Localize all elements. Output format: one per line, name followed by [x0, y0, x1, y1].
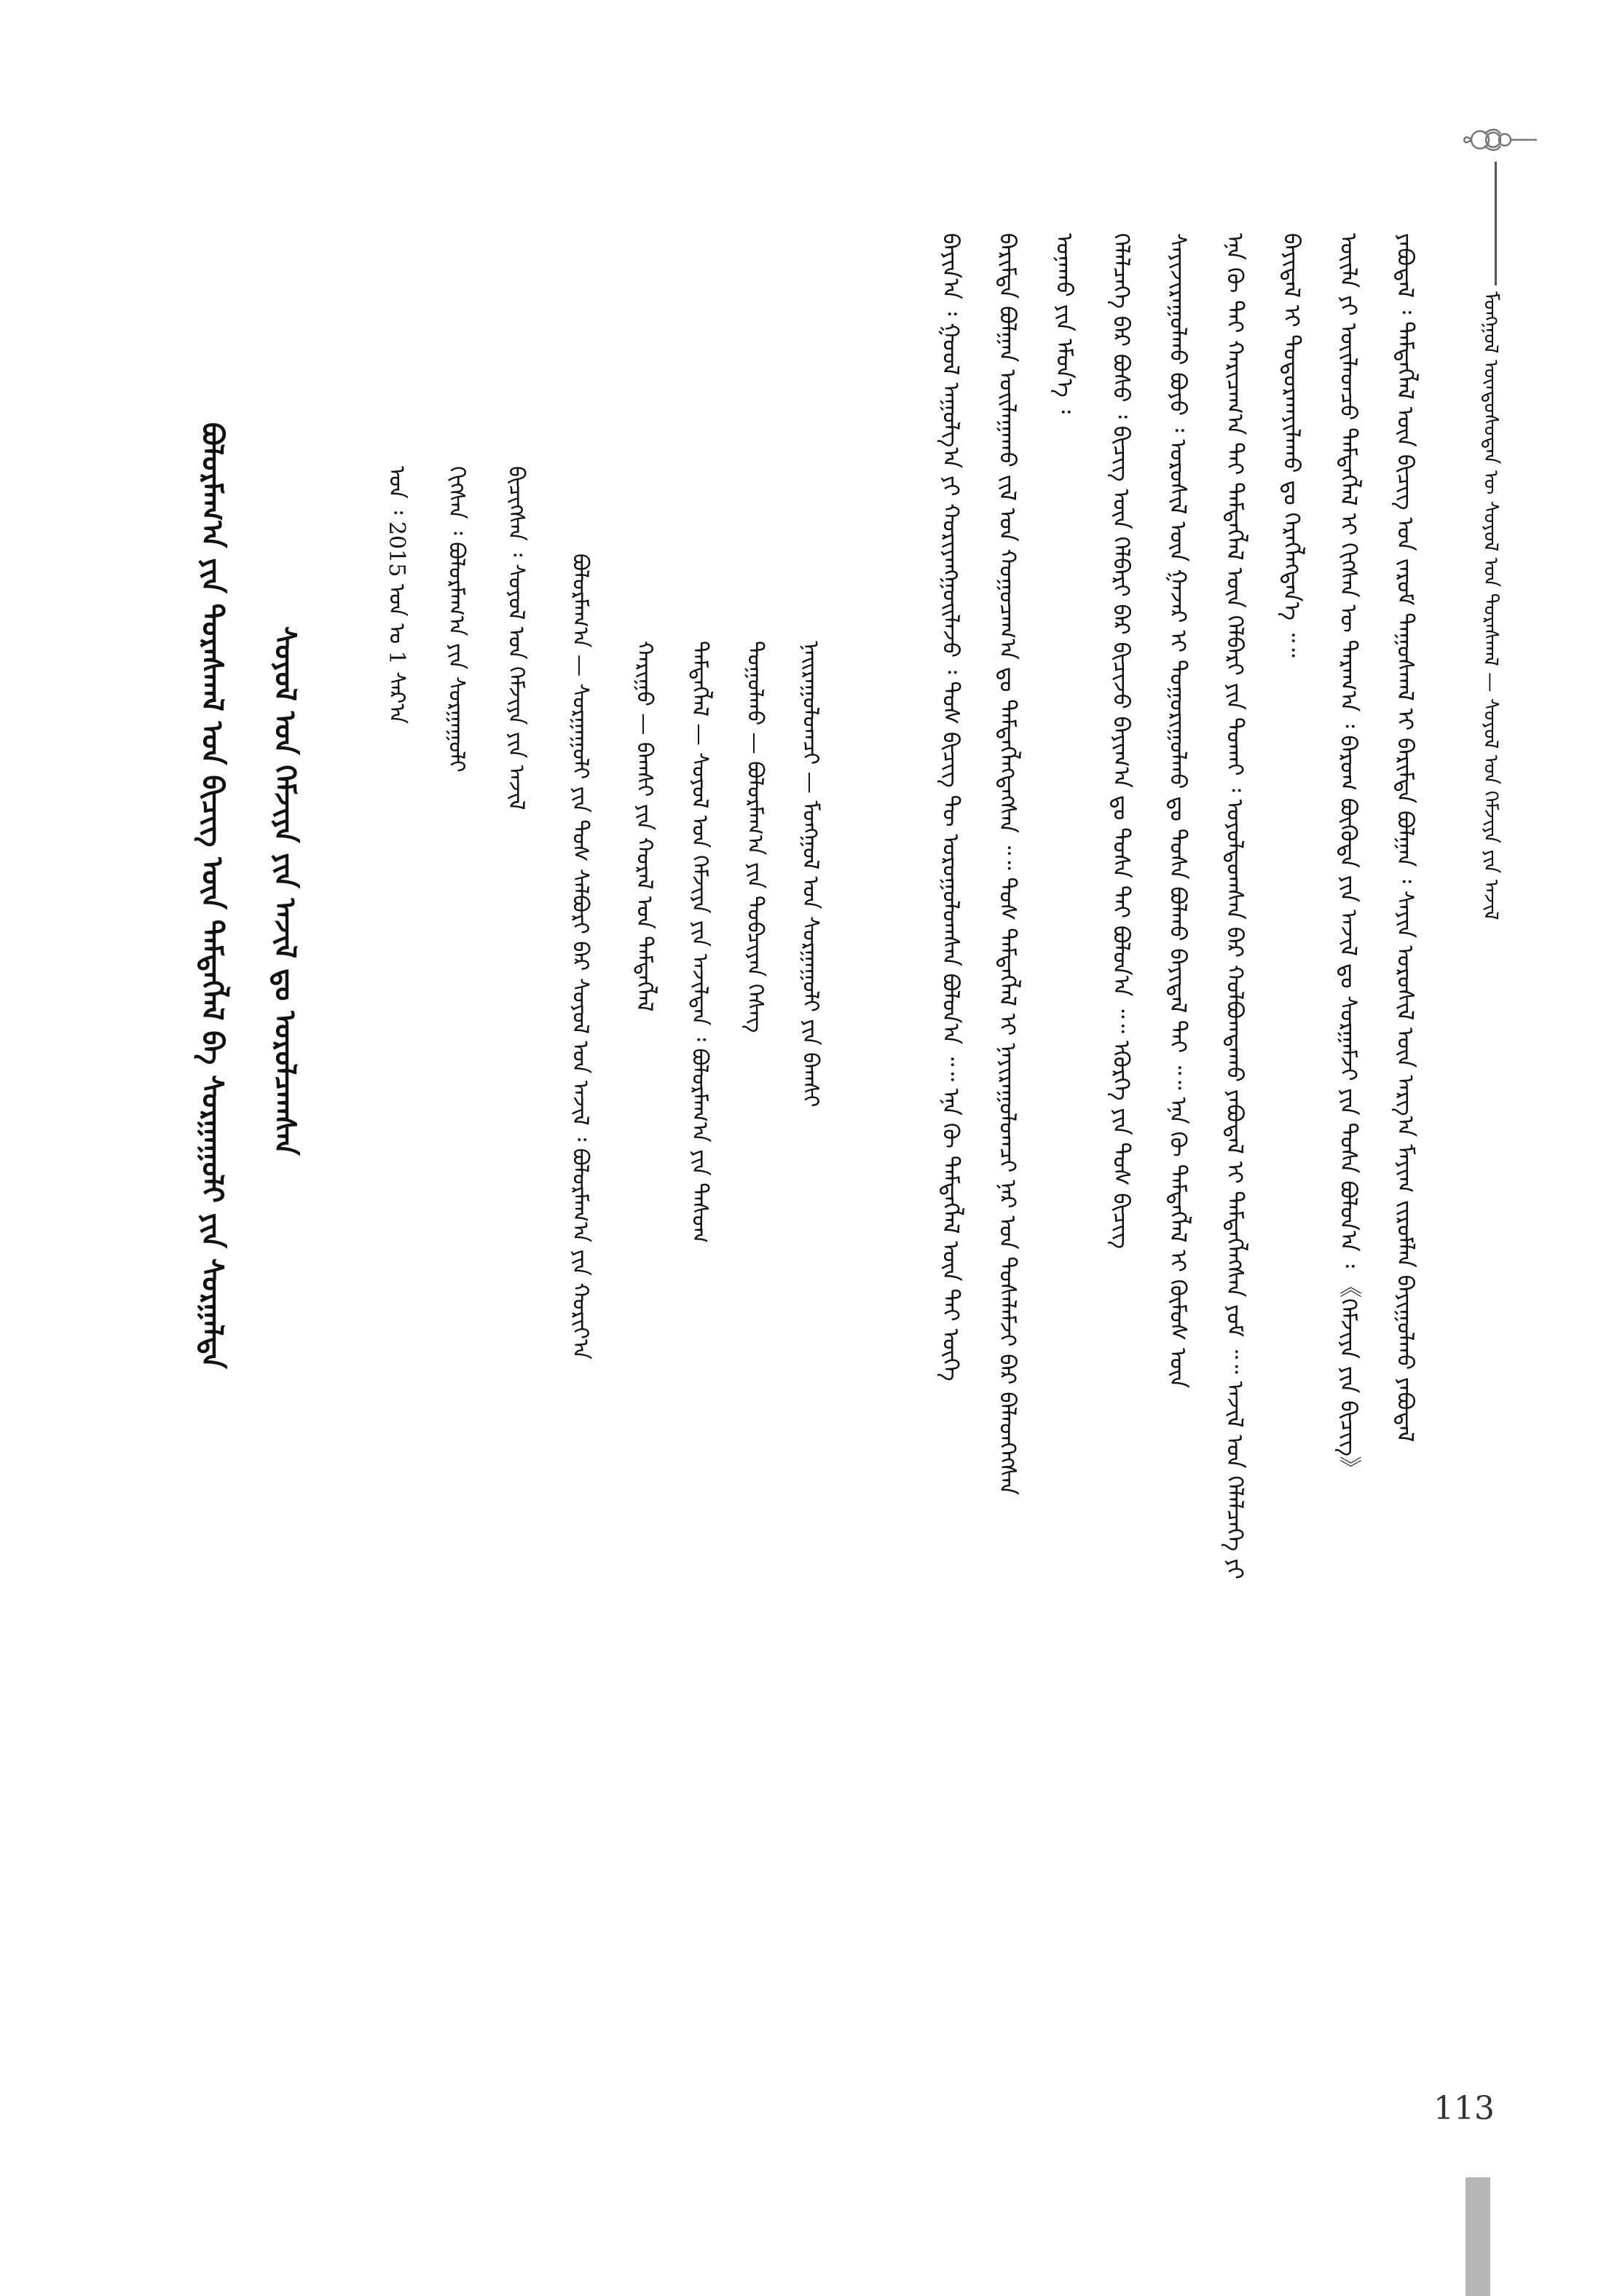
section-title: ᠰᠣᠶᠣᠯ ᠤᠨ ᠬᠡᠮᠵᠢᠶᠡ ᠶᠢᠨ ᠠᠵᠢᠯ ᠳᠤ ᠣᠷᠣᠯᠴᠠᠭᠰᠠᠨ [268, 626, 302, 1156]
section-title: ᠪᠤᠯᠤᠷᠮᠠᠭ᠎ᠠ ᠶᠢᠨ ᠳᠤᠷᠠᠰᠬᠠᠯ ᠤᠨ ᠪᠢᠴᠢᠭ ᠦᠨ ᠲᠡᠮᠳᠡᠭᠯᠡᠯ ᠪᠠ ᠰᠤᠷᠭᠠᠭᠤᠯᠢ ᠶᠢᠨ ᠰᠤᠷᠭᠠᠯᠲᠠ [195, 422, 229, 1369]
page-number: 113 [1433, 2090, 1495, 2127]
running-head: ᠮᠣᠩᠭᠣᠯ ᠦᠨᠳᠦᠰᠦᠲᠡᠨ ᠦ ᠰᠣᠶᠣᠯ ᠤᠨ ᠳᠤᠷᠠᠰᠬᠠᠯ — ᠰᠣᠶᠣᠯ ᠤᠨ ᠬᠡᠮᠵᠢᠶᠡ ᠶᠢᠨ ᠠᠵᠢᠯ [1479, 291, 1502, 920]
body-line: ᠰᠠᠶᠢᠵᠢᠷᠠᠭᠤᠯᠬᠤ ᠪᠤᠶᠤ ᠄ ᠤᠷᠤᠰᠢᠯ ᠦᠨ ᠭᠠᠵᠠᠷ ᠢ ᠲᠤᠭᠤᠷᠢᠭᠤᠯᠬᠤ ᠳᠤ ᠲᠤᠰᠠ ᠪᠣᠯᠬᠤ ᠪᠠᠶᠢᠳᠠᠯ ᠲᠠᠢ ᠃᠃ ᠡᠨᠡ ᠬᠦ ᠲᠡᠮᠳᠡᠭᠯᠡᠯ ᠢ ᠬᠦᠮᠦᠰ ᠦᠨ [1165, 233, 1191, 1389]
credit-line: ᠬᠠᠷᠢᠭᠤ — ᠪᠠᠭᠰᠢ ᠶᠢᠨ ᠬᠤᠷᠠᠯ ᠤᠨ ᠲᠡᠮᠳᠡᠭᠯᠡᠯ [632, 641, 657, 1012]
header-ornament [1455, 118, 1543, 162]
credit-line: ᠬᠢᠭᠰᠡᠨ ᠄ ᠪᠤᠯᠤᠷᠮᠠᠭ᠎ᠠ ᠶᠢᠨ ᠰᠤᠷᠭᠠᠭᠤᠯᠢ [444, 466, 469, 773]
credit-line: ᠲᠡᠮᠳᠡᠭᠯᠡᠯ — ᠰᠣᠶᠣᠯ ᠤᠨ ᠬᠡᠮᠵᠢᠶᠡ ᠶᠢᠨ ᠠᠵᠢᠯᠲᠠᠨ ᠄ ᠪᠤᠯᠤᠷᠮᠠᠭ᠎ᠠ ᠶᠢᠨ ᠲᠠᠰᠤᠭ [687, 641, 712, 1244]
header-rule [1495, 162, 1497, 285]
body-line: ᠬᠡᠯᠡᠯᠴᠡᠭᠡ ᠪᠠᠷ ᠪᠤᠰᠤ ᠄ ᠪᠢᠴᠢᠭ ᠦᠨ ᠬᠡᠯᠪᠡᠷᠢ ᠪᠡᠷ ᠪᠢᠴᠢᠵᠦ ᠪᠠᠶᠢᠭ᠎ᠠ ᠳᠤ ᠲᠤᠰᠠ ᠲᠠᠢ ᠪᠣᠯᠤᠨ᠎ᠠ ᠃᠃ ᠡᠭᠦᠷᠭᠡ ᠶᠢᠨ ᠲᠤᠰ ᠪᠢᠴᠢᠭ [1108, 233, 1134, 1250]
page-edge-tab [1465, 2177, 1490, 2296]
body-line: ᠪᠠᠶᠢᠳᠠᠯ ᠢ ᠲᠣᠳᠤᠷᠬᠠᠶᠢᠯᠠᠬᠤ ᠳᠤ ᠬᠡᠷᠡᠭᠯᠡᠭᠳᠡᠨ᠎ᠡ ᠃᠃ [1278, 233, 1305, 658]
credit-line: ᠣᠨ ᠄ 2015 ᠣᠨ ᠤ 1 ᠰᠠᠷ᠎ᠠ [384, 466, 409, 725]
body-line: ᠦᠢᠯᠡ ᠶᠢ ᠦᠢᠯᠡᠳᠴᠦ ᠲᠡᠮᠳᠡᠭᠯᠡᠯ ᠢ ᠬᠢᠭᠰᠡᠨ ᠦ ᠳᠠᠷᠠᠭ᠎ᠠ ᠄ ᠪᠠᠷᠤᠭ ᠪᠦᠭᠦᠳᠡ ᠶᠢᠨ ᠠᠵᠢᠯ ᠳᠤ ᠰᠤᠷᠭᠠᠮᠵᠢ ᠶᠢᠨ ᠲᠤᠰᠠ ᠪᠣᠯᠤᠨ᠎ᠠ ᠄ 《ᠬᠡᠮᠵᠢᠶᠡ ᠶᠢᠨ ᠪᠢᠴᠢᠭ》 [1335, 233, 1361, 1480]
body-line: ᠶᠠᠪᠤᠳᠠᠯ ᠄ ᠲᠡᠮᠳᠡᠭᠯᠡᠯ ᠦᠨ ᠪᠢᠴᠢᠭ ᠤᠨ ᠵᠠᠷᠤᠮ ᠳᠠᠭᠤᠰᠬᠠᠯ ᠢ ᠪᠠᠷᠢᠮᠲᠠ ᠪᠤᠯᠭᠠᠨ ᠄ ᠰᠠᠶᠢᠨ ᠤᠷᠤᠰᠢᠯ ᠦᠨ ᠠᠷᠭ᠎ᠠ ᠮᠠᠶᠢᠭ ᠵᠢᠷᠤᠮᠯᠠᠨ ᠪᠠᠶᠢᠭᠤᠯᠬᠤ ᠶᠠᠪᠤᠳᠠᠯ [1392, 233, 1418, 1443]
body-line: ᠡᠨᠡ ᠬᠦ ᠲᠠᠢ ᠬᠠᠷᠢᠴᠠᠭ᠎ᠠ ᠲᠠᠢ ᠲᠡᠮᠳᠡᠭᠯᠡᠯ ᠦᠨ ᠬᠡᠯᠪᠡᠷᠢ ᠶᠢᠨ ᠲᠤᠬᠠᠢ ᠄ ᠤᠶᠤᠯᠳᠤᠭᠰᠠᠨ ᠪᠠᠷ ᠬᠣᠯᠪᠣᠭᠳᠠᠬᠤ ᠶᠠᠪᠤᠳᠠᠯ ᠢ ᠲᠡᠮᠳᠡᠭᠯᠡᠭᠰᠡᠨ ᠶᠤᠮ ᠃᠃ ᠠᠵᠢᠯ ᠤᠨ ᠬᠡᠯᠡᠯᠴᠡᠭᠡ ᠶᠢ [1221, 233, 1248, 1579]
credit-line: ᠪᠢᠴᠢᠭᠰᠡᠨ ᠄ ᠰᠣᠶᠣᠯ ᠤᠨ ᠬᠡᠮᠵᠢᠶᠡ ᠶᠢᠨ ᠠᠵᠢᠯ [503, 466, 529, 810]
credit-line: ᠨᠠᠢᠷᠠᠭᠤᠯᠤᠭᠴᠢ — ᠮᠣᠩᠭᠣᠯ ᠤᠨ ᠰᠤᠷᠭᠠᠭᠤᠯᠢ ᠶᠢᠨ ᠪᠠᠭᠰᠢ [798, 641, 823, 1108]
body-line: ᠪᠠᠷᠢᠮᠲᠠ ᠪᠤᠯᠭᠠᠨ ᠣᠢᠯᠠᠭᠠᠬᠤ ᠵᠢᠯ ᠤᠨ ᠬᠤᠭᠤᠴᠠᠭ᠎ᠠ ᠳᠤ ᠲᠡᠮᠳᠡᠭᠯᠡᠭᠳᠡᠭᠰᠡᠨ ᠃᠃ ᠲᠤᠰ ᠲᠡᠮᠳᠡᠭᠯᠡᠯ ᠢ ᠨᠠᠶᠢᠷᠠᠭᠤᠯᠤᠭᠴᠢ ᠨᠠᠷ ᠤᠨ ᠲᠤᠰᠠᠯᠠᠮᠵᠢ ᠪᠡᠷ ᠪᠡᠯᠡᠳᠬᠡᠭᠰᠡᠨ [994, 233, 1020, 1496]
credit-line: ᠳᠤᠭᠤᠯᠬᠤ — ᠪᠤᠯᠤᠷᠮᠠᠭ᠎ᠠ ᠶᠢᠨ ᠲᠣᠪᠴᠢᠶᠠᠨ ᠬᠡᠰᠡᠭ [742, 641, 768, 1033]
credit-line: ᠪᠤᠯᠤᠷᠮᠠᠭ᠎ᠠ — ᠰᠤᠷᠭᠠᠭᠤᠯᠢ ᠶᠢᠨ ᠲᠤᠰ ᠰᠠᠯᠪᠤᠷᠢ ᠪᠡᠷ ᠰᠣᠶᠣᠯ ᠤᠨ ᠠᠵᠢᠯ ᠄ ᠪᠤᠯᠤᠷᠮᠠᠭ᠎ᠠ ᠶᠢᠨ ᠬᠣᠷᠢᠶ᠎ᠠ [567, 553, 593, 1360]
body-line: ᠤᠨᠠᠬᠤ ᠶᠢᠨ ᠡᠮᠦᠨ᠎ᠡ ᠄ [1051, 233, 1077, 414]
body-line: ᠪᠠᠶᠢᠨ᠎ᠠ ᠄ ᠭᠣᠣᠯ ᠠᠭᠤᠯᠭ᠎ᠠ ᠶᠢ ᠬᠤᠷᠢᠶᠠᠩᠭᠤᠢᠯᠠᠵᠤ ᠄ ᠲᠤᠰ ᠪᠢᠴᠢᠭ ᠲᠦ ᠤᠷᠤᠭᠤᠯᠤᠭᠰᠠᠨ ᠪᠤᠯᠤᠨ᠎ᠠ ᠃᠃ ᠡᠨᠡ ᠬᠦ ᠲᠡᠮᠳᠡᠭᠯᠡᠯ ᠦᠨ ᠲᠠᠢ ᠦᠭᠡ [937, 233, 964, 1381]
